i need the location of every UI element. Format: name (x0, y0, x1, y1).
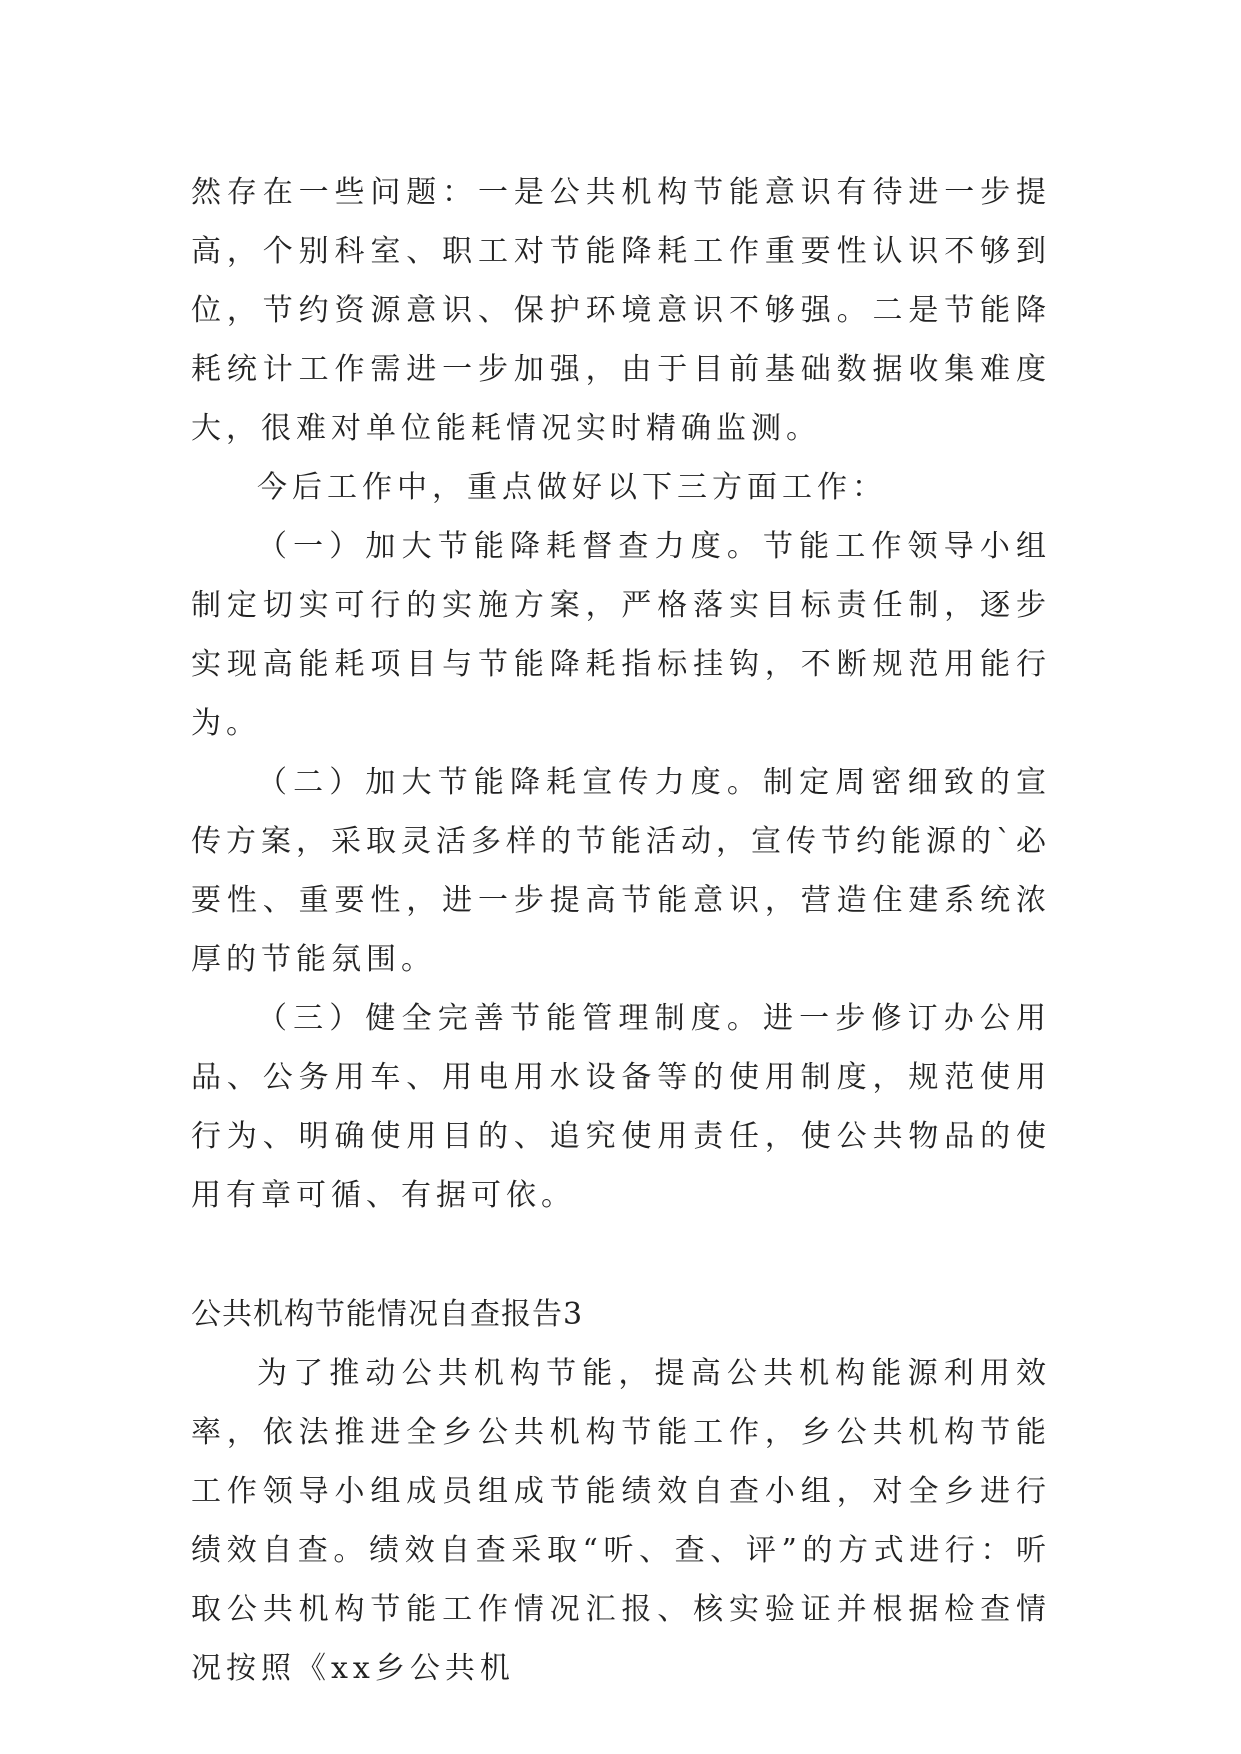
paragraph-item-one: （一）加大节能降耗督查力度。节能工作领导小组制定切实可行的实施方案，严格落实目标责任制，逐步实现高能耗项目与节能降耗指标挂钩，不断规范用能行为。 (191, 529, 1051, 741)
paragraph-continued-problems: 然存在一些问题：一是公共机构节能意识有待进一步提高，个别科室、职工对节能降耗工作重要性认识不够到位，节约资源意识、保护环境意识不够强。二是节能降耗统计工作需进一步加强，由于目前基础数据收集难度大，很难对单位能耗情况实时精确监测。 (191, 175, 1051, 446)
paragraph-item-three: （三）健全完善节能管理制度。进一步修订办公用品、公务用车、用电用水设备等的使用制度，规范使用行为、明确使用目的、追究使用责任，使公共物品的使用有章可循、有据可依。 (191, 1001, 1051, 1213)
paragraph-future-work-intro: 今后工作中，重点做好以下三方面工作： (257, 470, 887, 505)
document-body (191, 163, 1051, 1698)
section-title: 公共机构节能情况自查报告3 (191, 1297, 584, 1332)
paragraph-report-three-intro: 为了推动公共机构节能，提高公共机构能源利用效率，依法推进全乡公共机构节能工作，乡公共机构节能工作领导小组成员组成节能绩效自查小组，对全乡进行绩效自查。绩效自查采取“听、查、评”的方式进行：听取公共机构节能工作情况汇报、核实验证并根据检查情况按照《xx乡公共机 (191, 1356, 1051, 1686)
paragraph-item-two: （二）加大节能降耗宣传力度。制定周密细致的宣传方案，采取灵活多样的节能活动，宣传节约能源的`必要性、重要性，进一步提高节能意识，营造住建系统浓厚的节能氛围。 (191, 765, 1051, 977)
